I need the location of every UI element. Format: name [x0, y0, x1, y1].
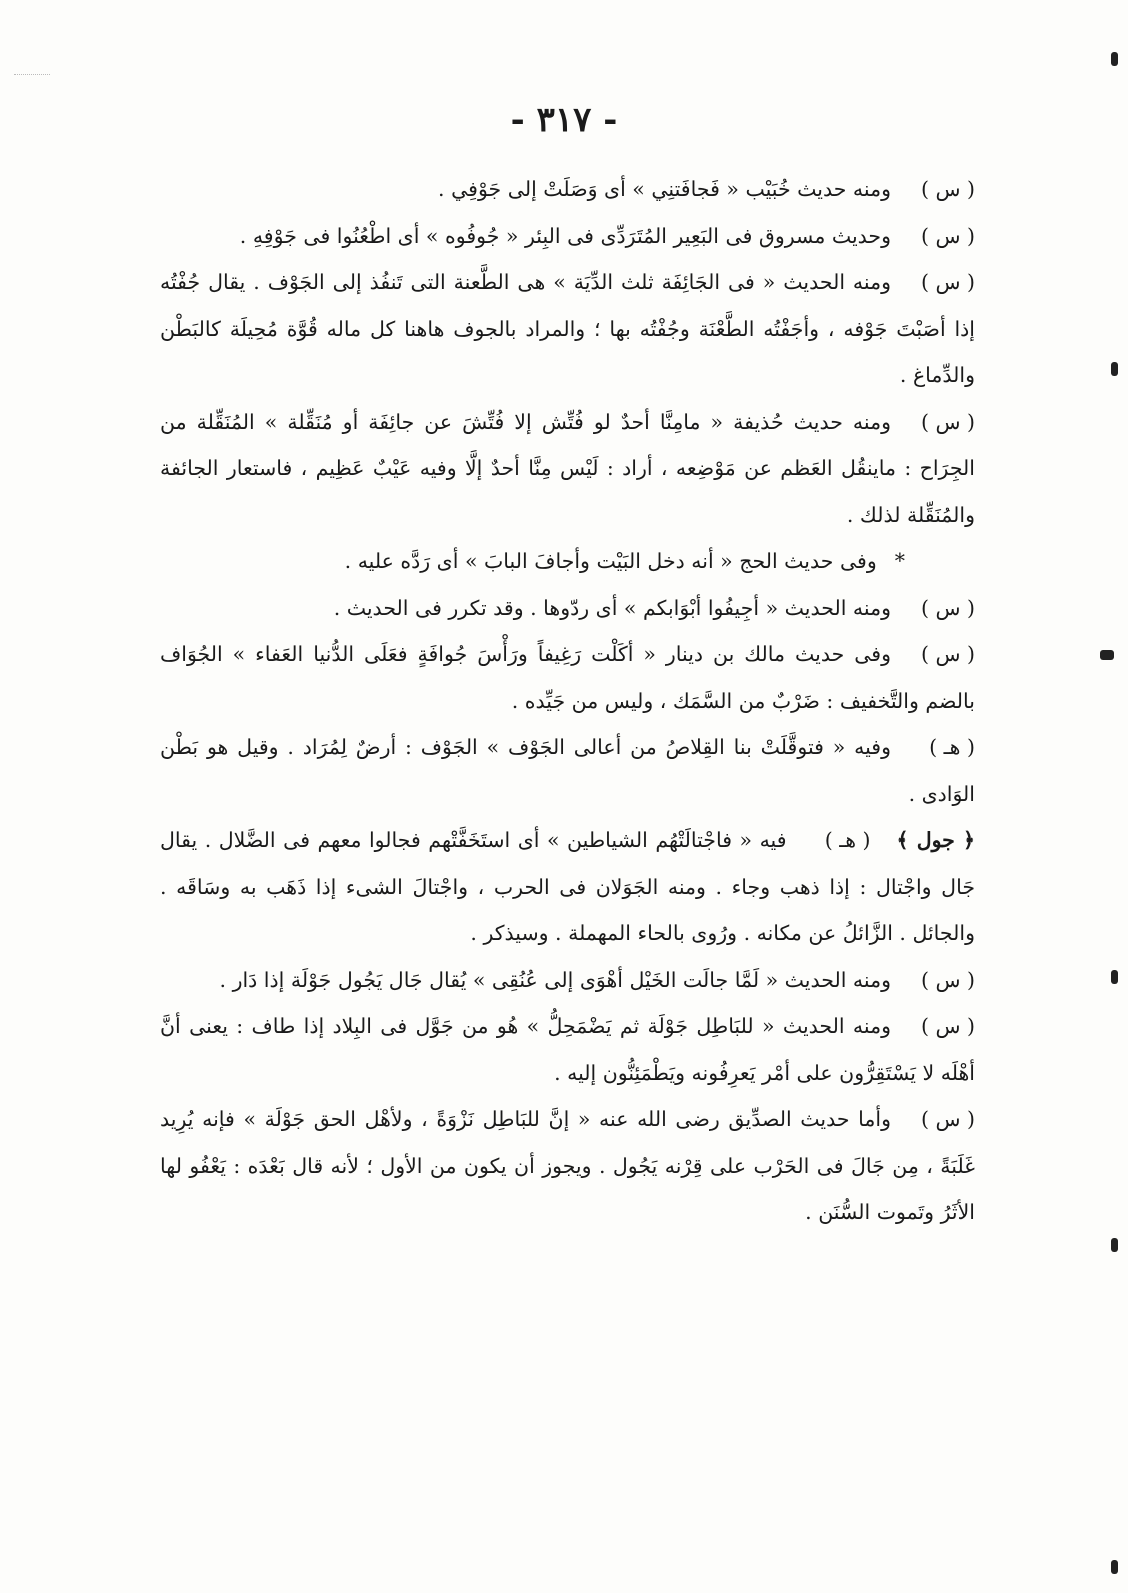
binding-mark [1111, 970, 1118, 984]
paragraph-text: ومنه الحديث « أجِيفُوا أبْوَابكم » أى ردّوها . وقد تكرر فى الحديث . [333, 595, 891, 620]
source-marker: ( س ) [920, 1107, 975, 1131]
entry-paragraph [160, 817, 975, 957]
binding-mark [1111, 362, 1118, 376]
paragraph-text: ومنه حديث حُذيفة « مامِنَّا أحدٌ لو فُتِّش إلا فُتِّشَ عن جائِفَة أو مُنَقِّلة » المُنَقِّلة من الجِرَاح : ماينقُل العَظم عن مَوْضِعه ، أراد : لَيْس مِنَّا أحدٌ إلَّا وفيه عَيْبٌ عَظِيم ، فاستعار الجائفة والمُنَقِّلة لذلك . [160, 409, 975, 527]
paragraph-text: وفيه « فتوقَّلَتْ بنا القِلاصُ من أعالى الجَوْف » الجَوْف : أرضٌ لِمُرَاد . وقيل هو بَطْن الوَادى . [160, 735, 975, 806]
paragraph-text: وفى حديث الحج « أنه دخل البَيْت وأجافَ البابَ » أى رَدَّه عليه . [344, 549, 877, 573]
paragraph-text: ومنه الحديث « لَمَّا جالَت الخَيْل أهْوَى إلى عُنُقِى » يُقال جَال يَجُول جَوْلَة إذا دَار . [219, 967, 891, 992]
paragraph-text: فيه « فاجْتالَتْهُم الشياطين » أى استَخَفَّتْهم فجالوا معهم فى الضَّلال . يقال جَال واجْتال : إذا ذهب وجاء . ومنه الجَوَلان فى الحرب ، واجْتالَ الشىء إذا ذَهَب به وسَاقَه . والجائل . الزَّائلُ عن مكانه . ورُوى بالحاء المهملة . وسيذكر . [160, 828, 975, 945]
source-marker: ( س ) [920, 270, 975, 294]
binding-mark [1111, 52, 1118, 66]
page-number: - ٣١٧ - [510, 100, 618, 140]
entry-paragraph [160, 957, 975, 1004]
scan-artifact [14, 74, 50, 83]
source-marker: ( هـ ) [929, 735, 975, 759]
paragraph-text: ومنه حديث خُبَيْب « فَجافَتنِي » أى وَصَلَتْ إلى جَوْفِي . [438, 177, 891, 201]
entry-paragraph [160, 724, 975, 817]
source-marker: ( س ) [920, 1014, 975, 1038]
binding-mark [1111, 1560, 1118, 1574]
paragraph-text: ومنه الحديث « فى الجَائِفَة ثلث الدِّيَة » هى الطَّعنة التى تَنفُذ إلى الجَوْف . يقال جُفْتُه إذا أصَبْتَ جَوْفه ، وأجَفْتُه الطَّعْنَة وجُفْتُه بها ؛ والمراد بالجوف هاهنا كل ماله قُوَّة مُحِيلَة كالبَطْن والدِّماغ . [160, 270, 975, 387]
source-marker: ( س ) [920, 409, 975, 434]
entry-paragraph [160, 166, 975, 213]
entry-paragraph [160, 1096, 975, 1236]
paragraph-text: وأما حديث الصدِّيق رضى الله عنه « إنَّ للبَاطِل نَزْوَةً ، ولأهْل الحق جَوْلَة » فإنه يُرِيد غَلَبَةً ، مِن جَالَ فى الحَرْب على قِرْنه يَجُول . ويجوز أن يكون من الأول ؛ لأنه قال بَعْدَه : يَعْفُو لها الأثَرُ وتَموت السُّنَن . [160, 1107, 975, 1224]
entry-paragraph [160, 538, 975, 585]
star-marker: * [894, 549, 905, 573]
binding-mark [1100, 650, 1114, 660]
entry-paragraph [160, 213, 975, 260]
source-marker: ( س ) [920, 595, 975, 620]
entry-paragraph [160, 259, 975, 399]
source-marker: ( هـ ) [824, 828, 871, 852]
binding-mark [1111, 1238, 1118, 1252]
source-marker: ( س ) [920, 223, 975, 248]
entry-paragraph [160, 1003, 975, 1096]
paragraph-text: ومنه الحديث « للبَاطِل جَوْلَة ثم يَضْمَحِلُّ » هُو من جَوَّل فى البِلاد إذا طاف : يعنى أنَّ أهْلَه لا يَسْتَقِرُّون على أمْر يَعرِفُونه ويَطْمَئِنُّون إليه . [160, 1014, 975, 1085]
entry-paragraph [160, 585, 975, 632]
source-marker: ( س ) [920, 967, 975, 992]
paragraph-text: وفى حديث مالك بن دينار « أكَلْت رَغِيفاً ورَأْسَ جُوافَةٍ فعَلَى الدُّنيا العَفاء » الجُوَاف بالضم والتَّخفيف : ضَرْبٌ من السَّمَك ، وليس من جَيِّده . [160, 642, 975, 713]
entry-paragraph [160, 631, 975, 724]
dictionary-text [160, 166, 975, 1236]
entry-paragraph [160, 399, 975, 539]
source-marker: ( س ) [920, 642, 975, 666]
source-marker: ( س ) [920, 177, 975, 201]
root-heading: ﴿ جول ﴾ [896, 828, 975, 852]
paragraph-text: وحديث مسروق فى البَعِير المُتَرَدِّى فى البِئر « جُوفُوه » أى اطْعُنُوا فى جَوْفِهِ . [239, 223, 891, 248]
